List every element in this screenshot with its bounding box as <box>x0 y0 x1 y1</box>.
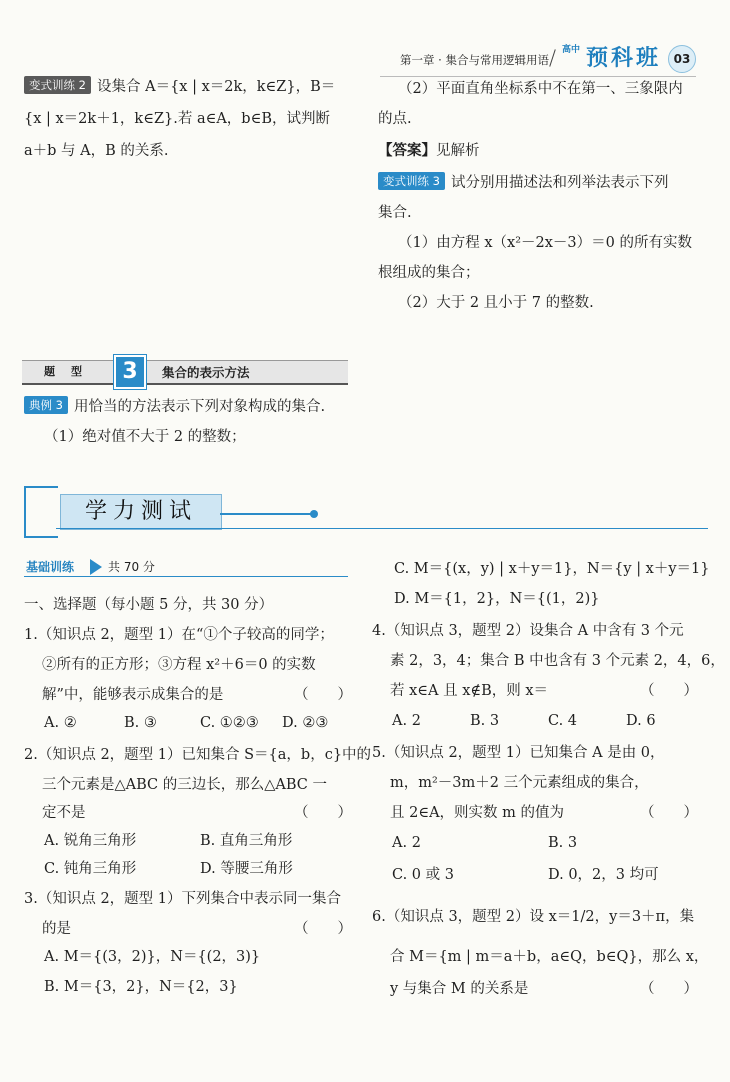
variant3-line2: 集合. <box>378 205 412 221</box>
brand-mark: 高中 <box>561 45 580 55</box>
example3-tag: 典例 3 <box>24 396 68 414</box>
basic-training-rule <box>24 576 348 577</box>
q5-option-d: D. 0，2，3 均可 <box>548 867 659 883</box>
variant2-line3: a＋b 与 A，B 的关系. <box>24 143 169 159</box>
q1-line3: 解”中，能够表示成集合的是 <box>42 687 224 703</box>
q1-option-b: B. ③ <box>124 715 157 731</box>
brand-name: 预科班 <box>586 45 662 71</box>
q1-option-d: D. ②③ <box>282 715 329 731</box>
q1-line1: 1.（知识点 2，题型 1）在“①个子较高的同学； <box>24 627 334 643</box>
chapter-title: 第一章 · 集合与常用逻辑用语 <box>400 53 549 67</box>
variant3-tag: 变式训练 3 <box>378 172 445 190</box>
answer-label: 【答案】 <box>378 142 436 159</box>
banner-bracket <box>24 486 58 538</box>
q2-option-c: C. 钝角三角形 <box>44 861 137 877</box>
section-title: 集合的表示方法 <box>162 365 250 380</box>
q4-answer-blank: （ ） <box>640 683 698 699</box>
q6-answer-blank: （ ） <box>640 981 698 997</box>
q1-option-a: A. ② <box>44 715 77 731</box>
example2-item2-line2: 的点. <box>378 111 412 127</box>
variant3-item2: （2）大于 2 且小于 7 的整数. <box>398 295 594 311</box>
q3-line1: 3.（知识点 2，题型 1）下列集合中表示同一集合 <box>24 891 342 907</box>
section-header-type3 <box>22 360 348 385</box>
q1-line2: ②所有的正方形；③方程 x²＋6＝0 的实数 <box>42 657 316 673</box>
q4-option-a: A. 2 <box>392 713 421 729</box>
q3-option-d: D. M＝{1，2}，N＝{(1，2)} <box>394 591 600 607</box>
q3-answer-blank: （ ） <box>294 921 352 937</box>
answer-text: 见解析 <box>436 143 480 159</box>
q4-line1: 4.（知识点 3，题型 2）设集合 A 中含有 3 个元 <box>372 623 684 639</box>
variant2-line2: {x | x＝2k＋1，k∈Z}.若 a∈A，b∈B，试判断 <box>24 111 330 127</box>
q4-option-c: C. 4 <box>548 713 578 729</box>
q2-option-d: D. 等腰三角形 <box>200 861 293 877</box>
answer-line <box>378 138 480 164</box>
example3-line1: 典例 3 用恰当的方法表示下列对象构成的集合. <box>24 394 325 420</box>
header-divider <box>549 49 556 66</box>
variant2-line1: 变式训练 2 设集合 A＝{x | x＝2k，k∈Z}，B＝ <box>24 74 335 100</box>
banner-dot <box>310 510 318 518</box>
test-banner-text: 学力测试 <box>84 499 197 524</box>
banner-underline <box>56 528 708 529</box>
page-number: 03 <box>668 45 696 73</box>
q3-option-b: B. M＝{3，2}，N＝{2，3} <box>44 979 238 995</box>
q6-line1: 6.（知识点 3，题型 2）设 x＝1/2，y＝3＋π，集 <box>372 909 695 925</box>
q2-line3: 定不是 <box>42 805 86 821</box>
q3-option-c: C. M＝{(x，y) | x＋y＝1}，N＝{y | x＋y＝1} <box>394 561 710 577</box>
section-choice-heading: 一、选择题（每小题 5 分，共 30 分） <box>24 597 274 613</box>
variant3-item1-line2: 根组成的集合； <box>378 265 480 281</box>
test-banner <box>60 494 222 530</box>
q5-option-c: C. 0 或 3 <box>392 867 454 883</box>
variant3-item1-line1: （1）由方程 x（x²－2x－3）＝0 的所有实数 <box>398 235 692 251</box>
basic-training-label: 基础训练 <box>26 560 75 574</box>
q3-line2: 的是 <box>42 921 71 937</box>
q2-option-a: A. 锐角三角形 <box>44 833 137 849</box>
q4-line3: 若 x∈A 且 x∉B，则 x＝ <box>390 683 549 699</box>
q3-option-a: A. M＝{(3，2)}，N＝{(2，3)} <box>44 949 261 965</box>
q4-line2: 素 2，3，4；集合 B 中也含有 3 个元素 2，4，6， <box>390 653 725 669</box>
q6-line3: y 与集合 M 的关系是 <box>390 981 529 997</box>
q2-option-b: B. 直角三角形 <box>200 833 293 849</box>
q5-answer-blank: （ ） <box>640 805 698 821</box>
q4-option-d: D. 6 <box>626 713 656 729</box>
variant2-tag: 变式训练 2 <box>24 76 91 94</box>
section-number: 3 <box>114 355 146 389</box>
q1-answer-blank: （ ） <box>294 687 352 703</box>
q2-line2: 三个元素是△ABC 的三边长，那么△ABC 一 <box>42 777 328 793</box>
banner-line <box>220 513 312 515</box>
variant3-line1: 变式训练 3 试分别用描述法和列举法表示下列 <box>378 170 668 196</box>
arrow-icon <box>90 559 102 575</box>
q5-option-a: A. 2 <box>392 835 421 851</box>
q4-option-b: B. 3 <box>470 713 500 729</box>
section-label: 题型 <box>44 365 98 378</box>
q5-line3: 且 2∈A，则实数 m 的值为 <box>390 805 565 821</box>
q2-line1: 2.（知识点 2，题型 1）已知集合 S＝{a，b，c}中的 <box>24 747 372 763</box>
q5-line1: 5.（知识点 2，题型 1）已知集合 A 是由 0， <box>372 745 665 761</box>
q2-answer-blank: （ ） <box>294 805 352 821</box>
example2-item2-line1: （2）平面直角坐标系中不在第一、三象限内 <box>398 81 683 97</box>
basic-training-score: 共 70 分 <box>108 560 155 574</box>
q6-line2: 合 M＝{m | m＝a＋b，a∈Q，b∈Q}，那么 x， <box>390 949 709 965</box>
brand-logo <box>560 43 661 69</box>
q1-option-c: C. ①②③ <box>200 715 259 731</box>
q5-option-b: B. 3 <box>548 835 578 851</box>
q5-line2: m，m²－3m＋2 三个元素组成的集合， <box>390 775 649 791</box>
example3-item1: （1）绝对值不大于 2 的整数； <box>44 429 246 445</box>
